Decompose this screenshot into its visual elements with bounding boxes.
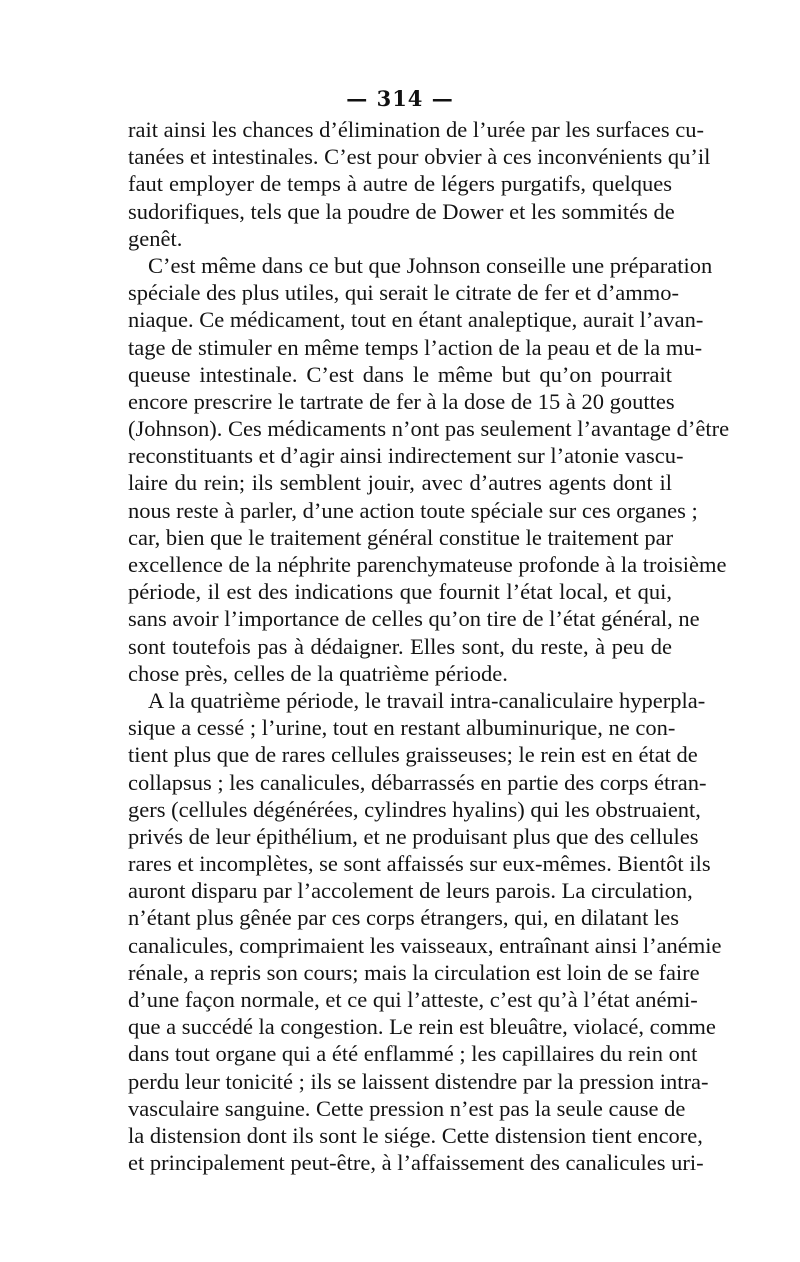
text-line: vasculaire sanguine. Cette pression n’est pas la seule cause de [128,1095,686,1121]
paragraph-1 [128,116,711,252]
text-line: période, il est des indications que fournit l’état local, et qui, [128,579,672,605]
text-line: la distension dont ils sont le siége. Cette distension tient encore, [128,1122,703,1148]
text-line: rénale, a repris son cours; mais la circulation est loin de se faire [128,959,700,985]
text-line: sont toutefois pas à dédaigner. Elles sont, du reste, à peu de [128,633,672,659]
text-line: genêt. [128,225,183,251]
paragraph-2 [128,252,730,687]
page-body [128,116,730,1176]
text-line: tient plus que de rares cellules graisseuses; le rein est en état de [128,742,698,768]
text-line: d’une façon normale, et ce qui l’atteste, c’est qu’à l’état anémi- [128,987,698,1012]
text-line: privés de leur épithélium, et ne produisant plus que des cellules [128,823,699,849]
text-line: canalicules, comprimaient les vaisseaux, entraînant ainsi l’anémie [128,932,722,958]
text-line: rares et incomplètes, se sont affaissés sur eux-mêmes. Bientôt ils [128,851,711,877]
text-line: tage de stimuler en même temps l’action de la peau et de la mu- [128,334,703,360]
text-line: reconstituants et d’agir ainsi indirectement sur l’atonie vascu- [128,443,684,469]
text-line: tanées et intestinales. C’est pour obvier à ces inconvénients qu’il [128,144,711,170]
text-line: (Johnson). Ces médicaments n’ont pas seulement l’avantage d’être [128,416,730,442]
text-line: sique a cessé ; l’urine, tout en restant albuminurique, ne con- [128,715,676,741]
text-line: spéciale des plus utiles, qui serait le citrate de fer et d’ammo- [128,280,680,306]
text-line: queuse intestinale. C’est dans le même but qu’on pourrait [128,361,672,387]
text-line: collapsus ; les canalicules, débarrassés en partie des corps étran- [128,769,707,795]
text-line: gers (cellules dégénérées, cylindres hyalins) qui les obstruaient, [128,796,701,822]
text-line: A la quatrième période, le travail intra-canaliculaire hyperpla- [148,687,706,713]
text-line: sans avoir l’importance de celles qu’on tire de l’état général, ne [128,606,700,632]
text-line: dans tout organe qui a été enflammé ; les capillaires du rein ont [128,1041,698,1067]
text-line: niaque. Ce médicament, tout en étant analeptique, aurait l’avan- [128,307,704,333]
text-line: perdu leur tonicité ; ils se laissent distendre par la pression intra- [128,1068,709,1094]
text-line: sudorifiques, tels que la poudre de Dower et les sommités de [128,198,675,224]
text-line: et principalement peut-être, à l’affaissement des canalicules uri- [128,1150,704,1176]
text-line: excellence de la néphrite parenchymateuse profonde à la troisième [128,552,727,577]
text-line: C’est même dans ce but que Johnson conseille une préparation [148,252,713,278]
text-line: que a succédé la congestion. Le rein est bleuâtre, violacé, comme [128,1014,716,1040]
text-line: car, bien que le traitement général constitue le traitement par [128,524,674,550]
text-line: encore prescrire le tartrate de fer à la dose de 15 à 20 gouttes [128,388,675,414]
text-line: rait ainsi les chances d’élimination de l’urée par les surfaces cu- [128,117,705,142]
text-line: nous reste à parler, d’une action toute spéciale sur ces organes ; [128,497,698,523]
text-line: laire du rein; ils semblent jouir, avec d’autres agents dont il [128,470,672,496]
text-line: n’étant plus gênée par ces corps étrangers, qui, en dilatant les [128,905,680,931]
text-line: auront disparu par l’accolement de leurs parois. La circulation, [128,878,693,904]
paragraph-3 [128,687,722,1176]
text-line: faut employer de temps à autre de légers purgatifs, quelques [128,171,672,197]
text-line: chose près, celles de la quatrième période. [128,660,508,686]
page-number: — 314 — [346,86,454,111]
